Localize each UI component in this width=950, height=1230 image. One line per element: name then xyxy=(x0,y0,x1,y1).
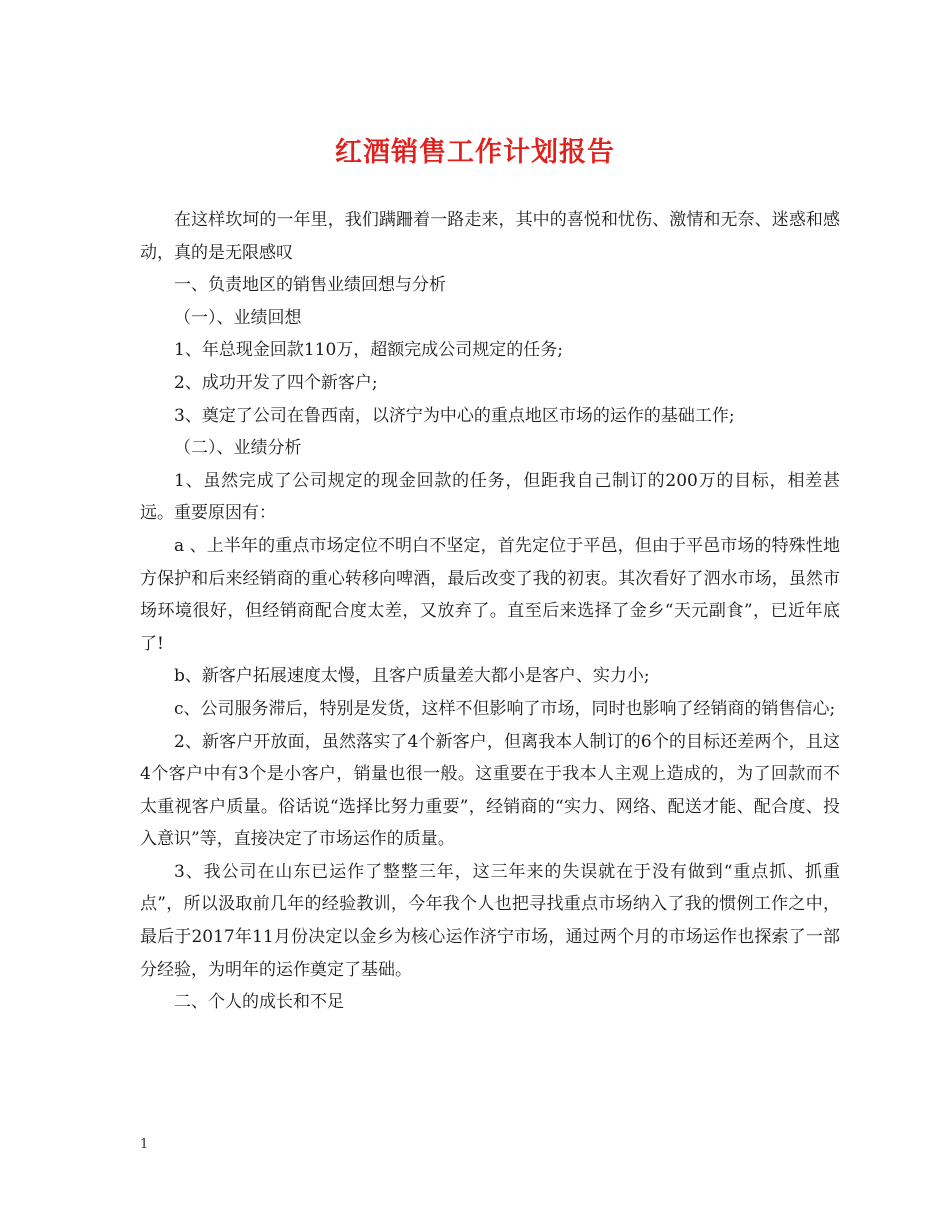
list-item: 3、奠定了公司在鲁西南，以济宁为中心的重点地区市场的运作的基础工作; xyxy=(174,405,735,426)
list-item: 1、年总现金回款110万，超额完成公司规定的任务; xyxy=(174,340,563,361)
section-heading: 一、负责地区的销售业绩回想与分析 xyxy=(174,275,446,296)
paragraph: 1、虽然完成了公司规定的现金回款的任务，但距我自己制订的200万的目标，相差甚远。重要原因有： xyxy=(140,470,840,524)
list-item: 2、成功开发了四个新客户; xyxy=(174,372,378,393)
subsection-heading: （一）、业绩回想 xyxy=(174,307,302,328)
paragraph: a 、上半年的重点市场定位不明白不坚定，首先定位于平邑，但由于平邑市场的特殊性地方保护和后来经销商的重心转移向啤酒，最后改变了我的初衷。其次看好了泗水市场，虽然市场环境很好，但经销商配合度太差，又放弃了。直至后来选择了金乡“天元副食”，已近年底了! xyxy=(140,535,840,654)
subsection-heading: （二）、业绩分析 xyxy=(174,438,302,459)
paragraph: 2、新客户开放面，虽然落实了4个新客户，但离我本人制订的6个的目标还差两个，且这4个客户中有3个是小客户，销量也很一般。这重要在于我本人主观上造成的，为了回款而不太重视客户质量。俗话说“选择比努力重要”，经销商的“实力、网络、配送才能、配合度、投入意识”等，直接决定了市场运作的质量。 xyxy=(140,731,840,850)
paragraph: c、公司服务滞后，特别是发货，这样不但影响了市场，同时也影响了经销商的销售信心; xyxy=(174,698,836,719)
paragraph: b、新客户拓展速度太慢，且客户质量差大都小是客户、实力小; xyxy=(174,666,650,687)
paragraph: 3、我公司在山东已运作了整整三年，这三年来的失误就在于没有做到“重点抓、抓重点”，所以汲取前几年的经验教训，今年我个人也把寻找重点市场纳入了我的惯例工作之中，最后于2017年11月份决定以金乡为核心运作济宁市场，通过两个月的市场运作也探索了一部分经验，为明年的运作奠定了基础。 xyxy=(140,861,840,980)
document-title: 红酒销售工作计划报告 xyxy=(335,137,615,168)
section-heading: 二、个人的成长和不足 xyxy=(174,992,344,1013)
document-body xyxy=(140,204,840,1019)
page-number: 1 xyxy=(140,1137,149,1152)
paragraph: 在这样坎坷的一年里，我们蹒跚着一路走来，其中的喜悦和忧伤、激情和无奈、迷惑和感动，真的是无限感叹 xyxy=(140,210,840,263)
